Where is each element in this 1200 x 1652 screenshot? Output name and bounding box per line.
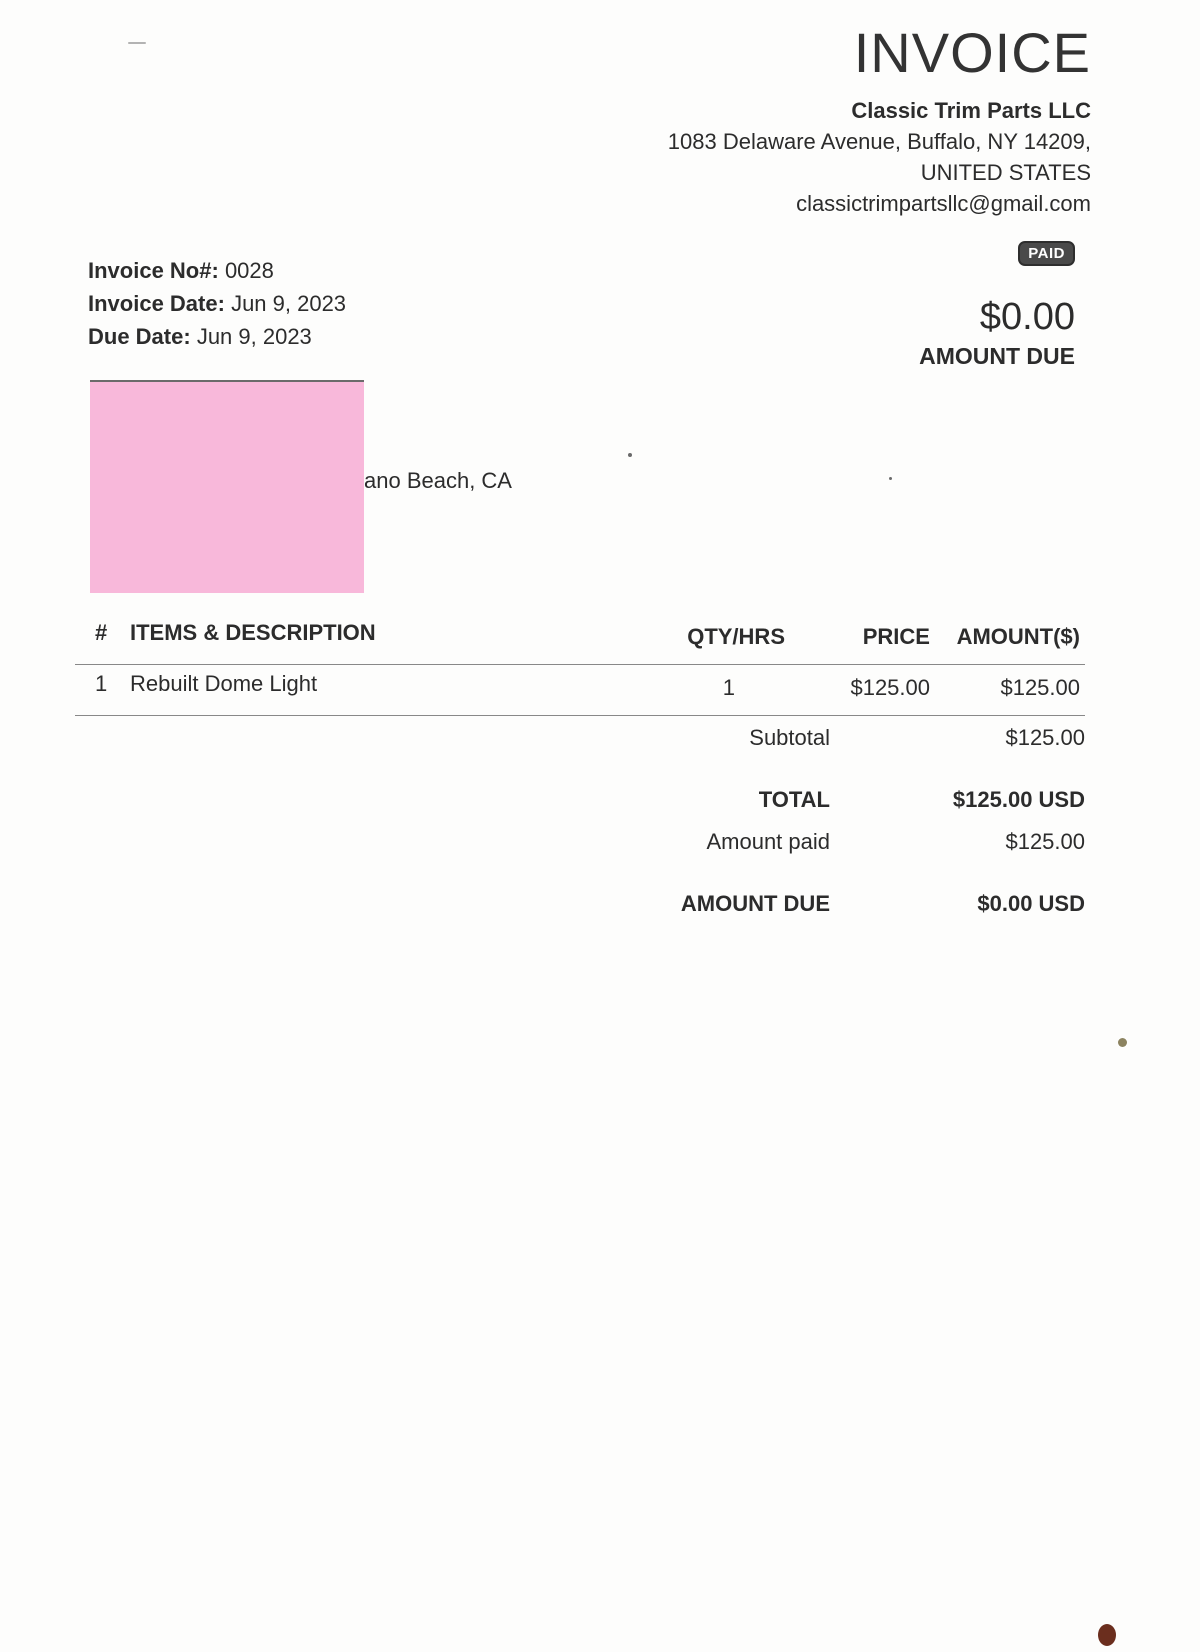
company-block	[668, 95, 1091, 219]
scan-speck	[1098, 1624, 1116, 1646]
amount-paid-line	[600, 829, 1090, 859]
redaction-box	[90, 380, 364, 593]
row-description: Rebuilt Dome Light	[130, 671, 318, 696]
subtotal-line	[600, 725, 1090, 755]
subtotal-value: $125.00	[1005, 725, 1085, 750]
invoice-date-value: Jun 9, 2023	[231, 291, 347, 316]
scan-speck	[889, 477, 892, 480]
row-amount: $125.00	[1000, 675, 1080, 700]
header-description: ITEMS & DESCRIPTION	[130, 620, 376, 645]
items-table-header	[75, 620, 1085, 664]
scan-speck	[628, 453, 632, 457]
header-amount: AMOUNT($)	[956, 624, 1080, 649]
amount-due-label: AMOUNT DUE	[680, 891, 830, 916]
header-price: PRICE	[862, 624, 930, 649]
invoice-title: INVOICE	[853, 21, 1091, 84]
table-row	[75, 671, 1085, 715]
total-value: $125.00 USD	[952, 787, 1085, 812]
total-label: TOTAL	[758, 787, 830, 812]
company-name: Classic Trim Parts LLC	[851, 98, 1091, 123]
header-amount-due-value: $0.00	[979, 296, 1075, 338]
invoice-meta	[88, 254, 346, 353]
amount-paid-value: $125.00	[1005, 829, 1085, 854]
due-date-value: Jun 9, 2023	[196, 324, 312, 349]
subtotal-label: Subtotal	[749, 725, 830, 750]
company-address-line1: 1083 Delaware Avenue, Buffalo, NY 14209,	[667, 129, 1091, 154]
row-num: 1	[95, 671, 108, 696]
amount-due-value: $0.00 USD	[977, 891, 1085, 916]
header-amount-due-label: AMOUNT DUE	[919, 343, 1075, 369]
amount-due-line	[600, 891, 1090, 921]
items-table	[75, 620, 1085, 716]
invoice-date-label: Invoice Date:	[88, 291, 225, 316]
scan-speck	[128, 42, 146, 44]
bill-to-block	[90, 380, 540, 595]
invoice-number-label: Invoice No#:	[88, 258, 219, 283]
total-line	[600, 787, 1090, 817]
scan-speck	[1118, 1038, 1127, 1047]
row-price: $125.00	[850, 675, 930, 700]
company-address-line2: UNITED STATES	[920, 160, 1091, 185]
due-date-label: Due Date:	[88, 324, 191, 349]
row-qty: 1	[722, 675, 735, 700]
paid-status-badge: PAID	[1018, 241, 1075, 266]
table-divider	[75, 715, 1085, 716]
company-email: classictrimpartsllc@gmail.com	[796, 191, 1091, 216]
amount-paid-label: Amount paid	[706, 829, 830, 854]
header-num: #	[95, 620, 108, 645]
totals-block	[600, 725, 1090, 921]
invoice-number-line	[88, 254, 346, 287]
header-qty: QTY/HRS	[687, 624, 785, 649]
table-divider	[75, 664, 1085, 665]
bill-to-city-fragment: ano Beach, CA	[364, 468, 512, 493]
invoice-date-line	[88, 287, 346, 320]
due-date-line	[88, 320, 346, 353]
invoice-number-value: 0028	[224, 258, 274, 283]
